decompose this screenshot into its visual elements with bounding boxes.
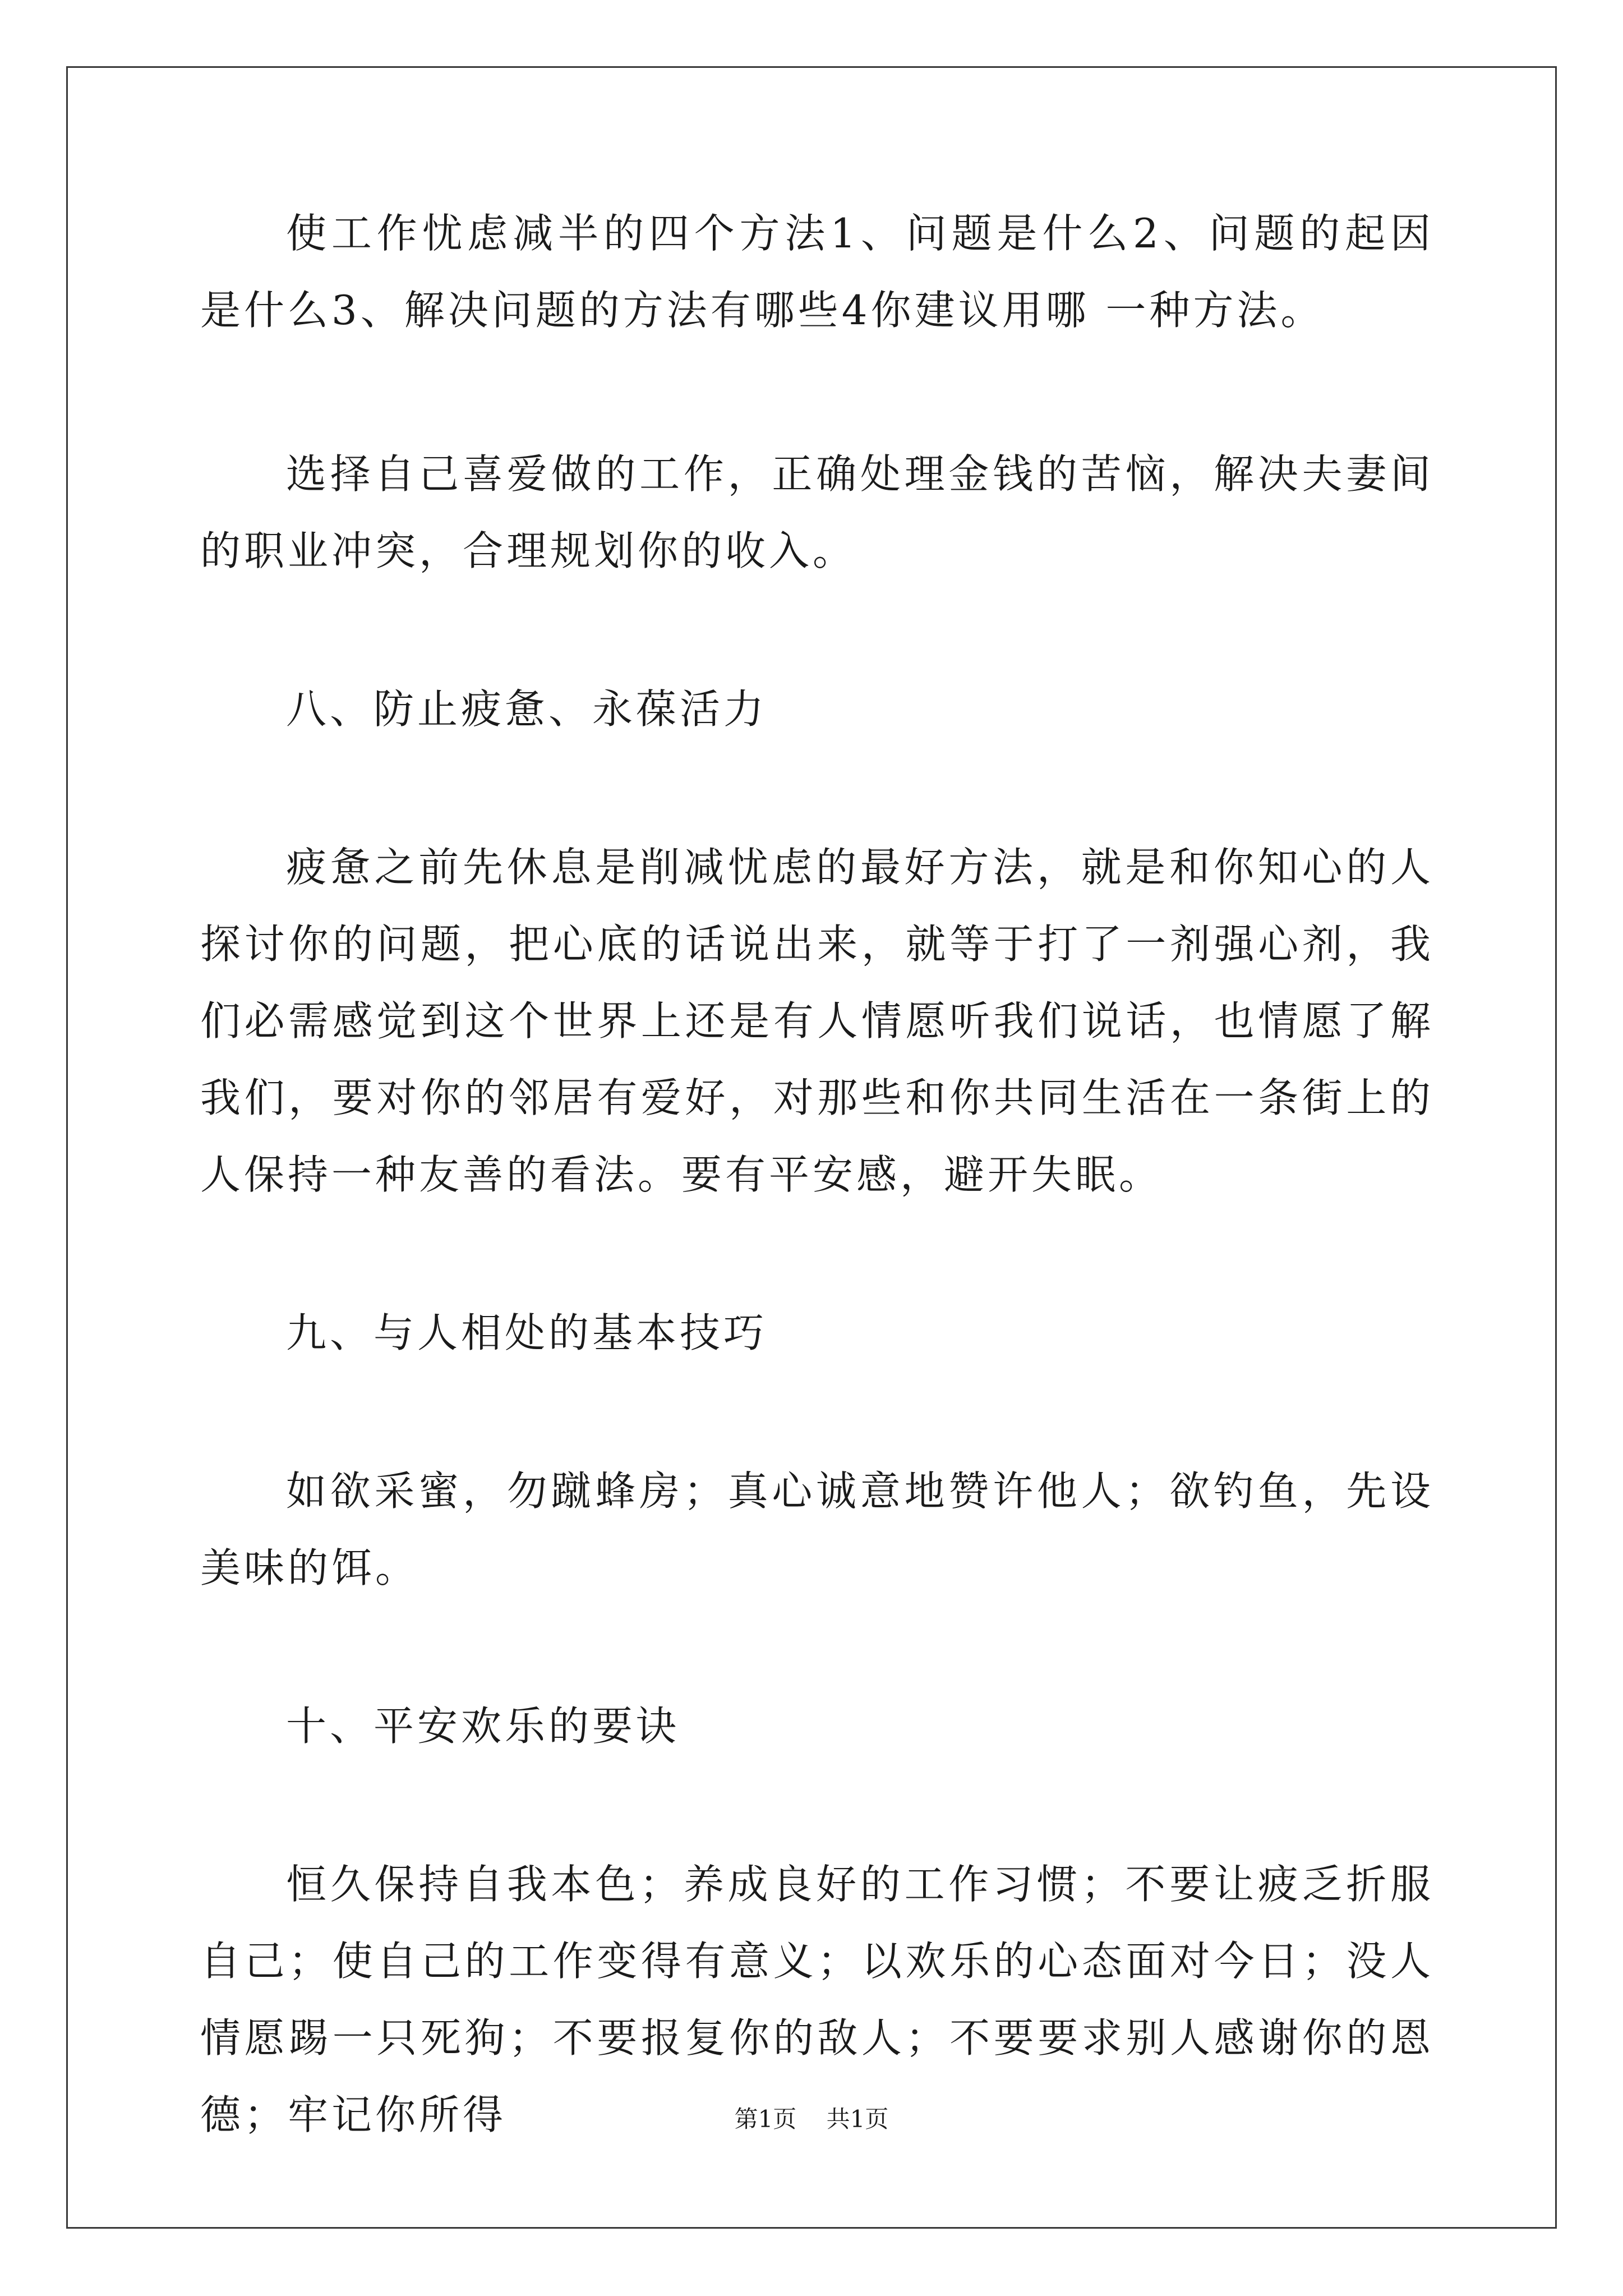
page-number: 第1页 xyxy=(734,2105,797,2133)
page-total: 共1页 xyxy=(826,2105,889,2133)
paragraph-getting-along: 如欲采蜜，勿蹴蜂房；真心诚意地赞许他人；欲钓鱼，先设美味的饵。 xyxy=(200,1467,1434,1591)
document-body xyxy=(200,195,1434,2154)
paragraph-happiness-keys: 恒久保持自我本色；养成良好的工作习惯；不要让疲乏折服自己；使自己的工作变得有意义；以欢乐的心态面对今日；没人情愿踢一只死狗；不要报复你的敌人；不要要求别人感谢你的恩德；牢记你所得 xyxy=(200,1861,1434,2138)
heading-section-10: 十、平安欢乐的要诀 xyxy=(286,1703,680,1750)
page-footer xyxy=(0,2101,1623,2134)
heading-section-9: 九、与人相处的基本技巧 xyxy=(286,1309,768,1356)
heading-section-8: 八、防止疲惫、永葆活力 xyxy=(286,685,768,733)
paragraph-rest-before-fatigue: 疲惫之前先休息是削减忧虑的最好方法，就是和你知心的人探讨你的问题，把心底的话说出来，就等于打了一剂强心剂，我们必需感觉到这个世界上还是有人情愿听我们说话，也情愿了解我们，要对你的邻居有爱好，对那些和你共同生活在一条街上的人保持一种友善的看法。要有平安感，避开失眠。 xyxy=(200,844,1434,1198)
paragraph-worry-methods: 使工作忧虑减半的四个方法1、问题是什么2、问题的起因是什么3、解决问题的方法有哪些4你建议用哪 一种方法。 xyxy=(200,210,1434,334)
paragraph-choose-work: 选择自己喜爱做的工作，正确处理金钱的苦恼，解决夫妻间的职业冲突，合理规划你的收入。 xyxy=(200,450,1434,574)
